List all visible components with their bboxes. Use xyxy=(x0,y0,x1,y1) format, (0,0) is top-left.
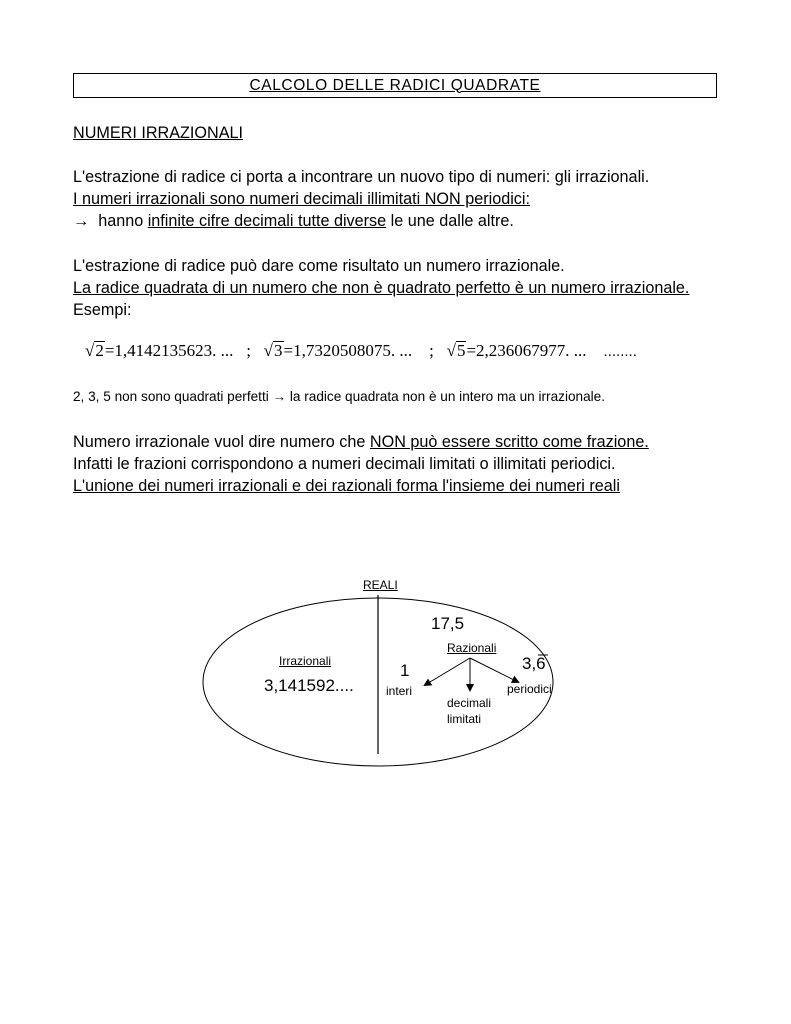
radicand-1: 2 xyxy=(95,341,104,360)
para1-line1: L'estrazione di radice ci porta a incontrare un nuovo tipo di numeri: gli irrazionali. xyxy=(73,168,650,186)
decimali-label: decimali xyxy=(447,696,492,710)
radicand-3: 5 xyxy=(456,341,466,360)
right-arrow: → xyxy=(73,212,90,230)
note: 2, 3, 5 non sono quadrati perfetti → la radice quadrata non è un intero ma un irrazionale. xyxy=(73,389,606,404)
para2-line1: L'estrazione di radice può dare come risultato un numero irrazionale. xyxy=(73,257,565,275)
para3-line3: L'unione dei numeri irrazionali e dei razionali forma l'insieme dei numeri reali xyxy=(73,477,620,495)
section-heading: NUMERI IRRAZIONALI xyxy=(73,124,243,142)
real-numbers-diagram xyxy=(0,570,791,770)
separator-2: ; xyxy=(429,341,434,360)
para3-line1-pre: Numero irrazionale vuol dire numero che xyxy=(73,433,370,451)
example-value-3: =2,236067977. ... xyxy=(466,341,587,360)
examples-row xyxy=(85,341,637,361)
para3-line1 xyxy=(73,433,649,452)
example-integer: 1 xyxy=(400,661,410,680)
arrow-to-periodici xyxy=(470,658,518,682)
example-value-1: =1,4142135623. ... xyxy=(104,341,234,360)
page-title: CALCOLO DELLE RADICI QUADRATE xyxy=(249,76,541,94)
arrow-to-interi xyxy=(425,658,470,685)
periodic-example: 3,6 xyxy=(522,654,546,673)
para1-line3 xyxy=(73,212,514,231)
periodici-label: periodici xyxy=(507,682,552,696)
para2-line2: La radice quadrata di un numero che non è quadrato perfetto è un numero irrazionale. xyxy=(73,279,690,297)
razionali-label: Razionali xyxy=(447,641,497,655)
limitati-label: limitati xyxy=(447,712,482,726)
sqrt-example-1: √2 xyxy=(85,341,104,360)
para3-line2: Infatti le frazioni corrispondono a numeri decimali limitati o illimitati periodici. xyxy=(73,455,616,473)
diagram-svg xyxy=(0,570,791,770)
para2-line3: Esempi: xyxy=(73,301,132,319)
para1-line3-pre: hanno xyxy=(98,212,148,230)
radicand-2: 3 xyxy=(274,341,283,360)
irrazionali-label: Irrazionali xyxy=(279,654,332,668)
title-box xyxy=(73,73,717,98)
interi-label: interi xyxy=(386,684,413,698)
sqrt-example-3: √5 xyxy=(446,341,466,360)
irrational-example: 3,141592.... xyxy=(264,676,354,695)
reali-label: REALI xyxy=(363,578,398,592)
para3-line1-underlined: NON può essere scritto come frazione. xyxy=(369,433,649,451)
para1-line3-post: le une dalle altre. xyxy=(386,212,514,230)
sqrt-example-2: √3 xyxy=(263,341,283,360)
example-17-5: 17,5 xyxy=(431,614,465,633)
para1-line2: I numeri irrazionali sono numeri decimali illimitati NON periodici: xyxy=(73,190,530,208)
para1-line3-underlined: infinite cifre decimali tutte diverse xyxy=(147,212,387,230)
examples-tail: ........ xyxy=(603,343,637,360)
example-value-2: =1,7320508075. ... xyxy=(283,341,413,360)
separator-1: ; xyxy=(246,341,251,360)
